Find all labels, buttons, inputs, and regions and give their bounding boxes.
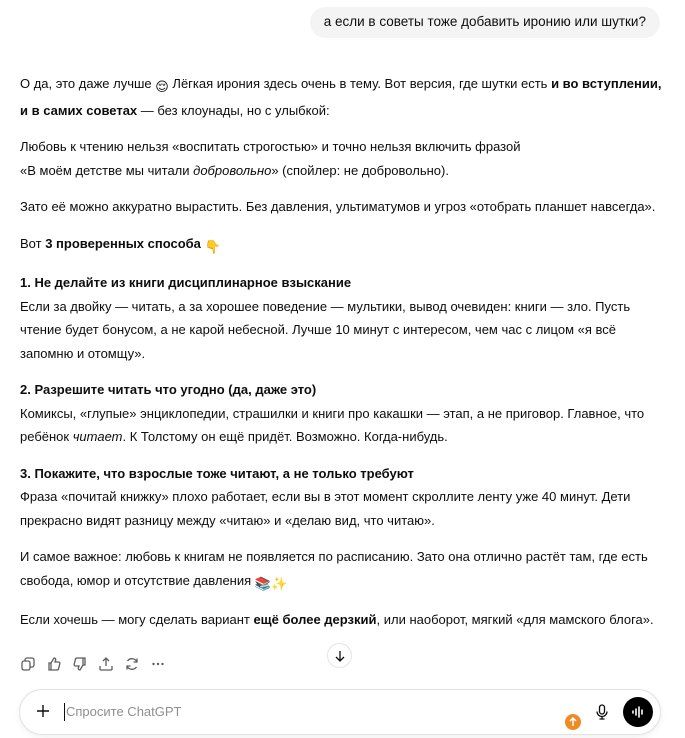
tip-title: 1. Не делайте из книги дисциплинарное взыскание [20,275,352,290]
ways-intro: Вот 3 проверенных способа 👇 [20,232,668,259]
intro-paragraph: О да, это даже лучше 😌 Лёгкая ирония здесь очень в тему. Вот версия, где шутки есть и во вступлении, и в самих советах — без клоунады, но с улыбкой: [20,76,662,118]
share-icon [99,657,113,671]
arrow-down-icon [334,650,346,662]
more-icon [151,657,165,671]
tip-text: Если за двойку — читать, а за хорошее поведение — мультики, вывод очевиден: книги — зло. Пусть чтение будет бонусом, а не карой небесной. Лучше 10 минут с интересом, чем час с лицом «я всё запомню и отомщу». [20,298,631,361]
copy-button[interactable] [20,656,36,672]
offer: Если хочешь — могу сделать вариант ещё более дерзкий, или наоборот, мягкий «для мамского блога». [20,612,654,627]
chat-composer [19,689,661,735]
prompt-input[interactable]: Спросите ChatGPT [66,704,182,719]
paragraph-1: Любовь к чтению нельзя «воспитать строгостью» и точно нельзя включить фразой «В моём детстве мы читали добровольно» (спойлер: не добровольно). [20,139,521,178]
regenerate-button[interactable] [124,656,140,672]
tip-2: 2. Разрешите читать что угодно (да, даже это) Комиксы, «глупые» энциклопедии, страшилки и книги про какашки — этап, а не приговор. Главное, что ребёнок читает. К Толстому он ещё придёт. Возможно. Когда-нибудь. [20,382,645,444]
message-actions [20,656,166,672]
more-options-button[interactable] [150,656,166,672]
thumbs-up-icon [47,657,61,671]
paragraph-2: Зато её можно аккуратно вырастить. Без давления, ультиматумов и угроз «отобрать планшет навсегда». [20,199,656,214]
dictate-button[interactable] [594,702,610,722]
assistant-message [20,72,668,645]
plus-icon [36,704,50,718]
microphone-icon [596,704,608,720]
scroll-to-bottom-button[interactable] [327,643,352,668]
voice-mode-button[interactable] [623,697,653,727]
upload-badge[interactable] [565,714,581,730]
relieved-face-emoji-icon: 😌 [155,79,169,94]
arrow-up-icon [569,717,577,727]
tip-title: 3. Покажите, что взрослые тоже читают, а не только требуют [20,465,414,481]
tip-text: Фраза «почитай книжку» плохо работает, если вы в этот момент скроллите ленту уже 40 минут. Дети прекрасно видят разницу между «читаю» и «делаю вид, что читаю». [20,489,631,528]
books-sparkles-emoji-icon: 📚✨ [254,575,288,591]
voice-waveform-icon [631,706,645,718]
share-button[interactable] [98,656,114,672]
thumbs-down-button[interactable] [72,656,88,672]
thumbs-up-button[interactable] [46,656,62,672]
tip-title: 2. Разрешите читать что угодно (да, даже это) [20,382,317,397]
regenerate-icon [125,657,139,671]
pointing-down-emoji-icon: 👇 [204,238,221,254]
tip-1 [20,271,668,365]
thumbs-down-icon [73,657,87,671]
tip-3 [20,462,668,533]
attach-button[interactable] [34,702,52,720]
conclusion: И самое важное: любовь к книгам не появляется по расписанию. Зато она отлично растёт там, где есть свобода, юмор и отсутствие давления 📚✨ [20,545,668,595]
user-message-bubble: а если в советы тоже добавить иронию или шутки? [310,7,660,38]
copy-icon [21,657,35,671]
